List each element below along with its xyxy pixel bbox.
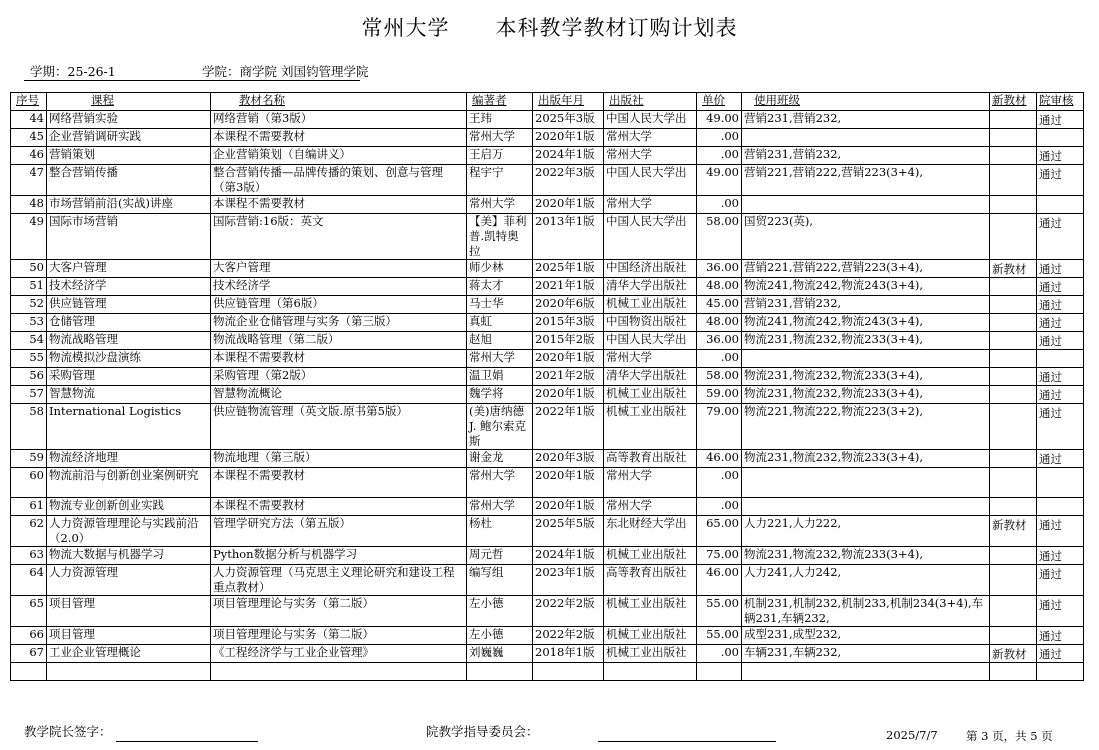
review-cell — [1037, 468, 1084, 498]
course-cell: 企业营销调研实践 — [47, 129, 211, 147]
author-cell: 王玮 — [467, 111, 533, 129]
review-cell: 通过 — [1037, 260, 1084, 278]
course-cell: 物流大数据与机器学习 — [47, 547, 211, 565]
table-row — [11, 278, 1084, 296]
new-book-cell — [990, 547, 1037, 565]
col-header-publisher: 出版社 — [604, 93, 697, 111]
course-cell: 大客户管理 — [47, 260, 211, 278]
course-cell: 工业企业管理概论 — [47, 645, 211, 663]
classes-cell — [742, 498, 990, 516]
row-no: 66 — [11, 627, 47, 645]
review-cell: 通过 — [1037, 368, 1084, 386]
review-cell: 通过 — [1037, 547, 1084, 565]
classes-cell: 车辆231,车辆232, — [742, 645, 990, 663]
price-cell: .00 — [697, 498, 742, 516]
review-cell: 通过 — [1037, 404, 1084, 450]
price-cell: 46.00 — [697, 565, 742, 596]
course-cell: 网络营销实验 — [47, 111, 211, 129]
price-cell: .00 — [697, 468, 742, 498]
publisher-cell: 常州大学 — [604, 498, 697, 516]
col-header-author: 编著者 — [467, 93, 533, 111]
classes-cell: 国贸223(英), — [742, 214, 990, 260]
book-cell: 整合营销传播—品牌传播的策划、创意与管理（第3版） — [211, 165, 467, 196]
price-cell: 65.00 — [697, 516, 742, 547]
col-header-review: 院审核 — [1037, 93, 1084, 111]
classes-cell: 物流221,物流222,物流223(3+2), — [742, 404, 990, 450]
author-cell: 温卫娟 — [467, 368, 533, 386]
date-cell: 2020年1版 — [533, 196, 604, 214]
new-book-cell — [990, 111, 1037, 129]
row-no: 61 — [11, 498, 47, 516]
book-cell: 智慧物流概论 — [211, 386, 467, 404]
publisher-cell: 常州大学 — [604, 147, 697, 165]
book-cell: Python数据分析与机器学习 — [211, 547, 467, 565]
price-cell: 58.00 — [697, 368, 742, 386]
date-cell: 2021年2版 — [533, 368, 604, 386]
price-cell: .00 — [697, 645, 742, 663]
classes-cell: 物流231,物流232,物流233(3+4), — [742, 547, 990, 565]
date-cell: 2020年1版 — [533, 386, 604, 404]
classes-cell: 机制231,机制232,机制233,机制234(3+4),车辆231,车辆232, — [742, 596, 990, 627]
book-cell: 项目管理理论与实务（第二版） — [211, 627, 467, 645]
table-row — [11, 129, 1084, 147]
row-no: 50 — [11, 260, 47, 278]
new-book-cell — [990, 214, 1037, 260]
price-cell: .00 — [697, 196, 742, 214]
book-cell: 大客户管理 — [211, 260, 467, 278]
author-cell: 常州大学 — [467, 129, 533, 147]
table-row — [11, 498, 1084, 516]
publisher-cell: 高等教育出版社 — [604, 450, 697, 468]
empty-cell — [990, 663, 1037, 681]
date-cell: 2022年3版 — [533, 165, 604, 196]
price-cell: 48.00 — [697, 314, 742, 332]
book-cell: 物流战略管理（第二版） — [211, 332, 467, 350]
course-cell: 物流经济地理 — [47, 450, 211, 468]
date-cell: 2020年3版 — [533, 450, 604, 468]
author-cell: 常州大学 — [467, 196, 533, 214]
course-cell: 整合营销传播 — [47, 165, 211, 196]
course-cell: 人力资源管理 — [47, 565, 211, 596]
row-no: 63 — [11, 547, 47, 565]
table-row — [11, 627, 1084, 645]
row-no: 47 — [11, 165, 47, 196]
author-cell: 常州大学 — [467, 350, 533, 368]
price-cell: 49.00 — [697, 111, 742, 129]
committee-signature-line — [598, 741, 776, 742]
new-book-cell — [990, 129, 1037, 147]
classes-cell: 营销221,营销222,营销223(3+4), — [742, 165, 990, 196]
review-cell: 通过 — [1037, 214, 1084, 260]
page-title — [0, 12, 1099, 42]
table-row — [11, 214, 1084, 260]
col-header-course: 课程 — [47, 93, 211, 111]
date-cell: 2020年6版 — [533, 296, 604, 314]
review-cell: 通过 — [1037, 450, 1084, 468]
col-header-classes: 使用班级 — [742, 93, 990, 111]
new-book-cell — [990, 386, 1037, 404]
new-book-cell — [990, 468, 1037, 498]
dean-signature-label: 教学院长签字： — [24, 724, 112, 739]
review-cell — [1037, 498, 1084, 516]
author-cell: 蒋太才 — [467, 278, 533, 296]
review-cell: 通过 — [1037, 627, 1084, 645]
price-cell: 55.00 — [697, 596, 742, 627]
empty-cell — [1037, 663, 1084, 681]
publisher-cell: 东北财经大学出 — [604, 516, 697, 547]
author-cell: 刘巍巍 — [467, 645, 533, 663]
table-row — [11, 260, 1084, 278]
price-cell: 55.00 — [697, 627, 742, 645]
classes-cell: 物流241,物流242,物流243(3+4), — [742, 278, 990, 296]
date-cell: 2020年1版 — [533, 350, 604, 368]
empty-cell — [742, 663, 990, 681]
new-book-cell — [990, 565, 1037, 596]
col-header-new: 新教材 — [990, 93, 1037, 111]
classes-cell: 成型231,成型232, — [742, 627, 990, 645]
author-cell: 左小德 — [467, 596, 533, 627]
col-header-date: 出版年月 — [533, 93, 604, 111]
publisher-cell: 中国人民大学出 — [604, 165, 697, 196]
date-cell: 2020年1版 — [533, 468, 604, 498]
price-cell: 36.00 — [697, 332, 742, 350]
classes-cell: 营销231,营销232, — [742, 147, 990, 165]
author-cell: 周元哲 — [467, 547, 533, 565]
price-cell: 36.00 — [697, 260, 742, 278]
new-book-cell — [990, 498, 1037, 516]
publisher-cell: 常州大学 — [604, 129, 697, 147]
classes-cell — [742, 196, 990, 214]
empty-cell — [211, 663, 467, 681]
date-cell: 2022年2版 — [533, 627, 604, 645]
table-row — [11, 147, 1084, 165]
table-row — [11, 332, 1084, 350]
author-cell: 常州大学 — [467, 468, 533, 498]
new-book-cell — [990, 450, 1037, 468]
price-cell: 46.00 — [697, 450, 742, 468]
review-cell: 通过 — [1037, 278, 1084, 296]
committee-label: 院教学指导委员会： — [426, 724, 539, 739]
course-cell: 物流模拟沙盘演练 — [47, 350, 211, 368]
publisher-cell: 中国人民大学出 — [604, 214, 697, 260]
table-header-row — [11, 93, 1084, 111]
date-cell: 2020年1版 — [533, 129, 604, 147]
new-book-cell — [990, 350, 1037, 368]
date-cell: 2024年1版 — [533, 147, 604, 165]
review-cell: 通过 — [1037, 645, 1084, 663]
review-cell: 通过 — [1037, 147, 1084, 165]
row-no: 60 — [11, 468, 47, 498]
empty-cell — [604, 663, 697, 681]
date-cell: 2020年1版 — [533, 498, 604, 516]
classes-cell: 物流231,物流232,物流233(3+4), — [742, 332, 990, 350]
author-cell: 左小德 — [467, 627, 533, 645]
classes-cell — [742, 129, 990, 147]
course-cell: 人力资源管理理论与实践前沿（2.0） — [47, 516, 211, 547]
page-indicator: 第 3 页，共 5 页 — [966, 729, 1053, 743]
row-no: 54 — [11, 332, 47, 350]
new-book-cell — [990, 404, 1037, 450]
col-header-no: 序号 — [11, 93, 47, 111]
price-cell: 48.00 — [697, 278, 742, 296]
date-cell: 2013年1版 — [533, 214, 604, 260]
date-cell: 2018年1版 — [533, 645, 604, 663]
table-row — [11, 645, 1084, 663]
term-label: 学期：25-26-1 — [30, 64, 116, 79]
author-cell: 真虹 — [467, 314, 533, 332]
book-cell: 技术经济学 — [211, 278, 467, 296]
college-label: 学院：商学院 刘国钧管理学院 — [202, 64, 369, 79]
review-cell — [1037, 196, 1084, 214]
author-cell: 师少林 — [467, 260, 533, 278]
classes-cell: 物流241,物流242,物流243(3+4), — [742, 314, 990, 332]
author-cell: 谢金龙 — [467, 450, 533, 468]
book-cell: 管理学研究方法（第五版） — [211, 516, 467, 547]
author-cell: 常州大学 — [467, 498, 533, 516]
publisher-cell: 机械工业出版社 — [604, 596, 697, 627]
course-cell: 技术经济学 — [47, 278, 211, 296]
classes-cell: 物流231,物流232,物流233(3+4), — [742, 450, 990, 468]
row-no: 52 — [11, 296, 47, 314]
table-row — [11, 350, 1084, 368]
date-cell: 2025年5版 — [533, 516, 604, 547]
table-row — [11, 111, 1084, 129]
row-no: 59 — [11, 450, 47, 468]
course-cell: 项目管理 — [47, 596, 211, 627]
empty-cell — [533, 663, 604, 681]
classes-cell: 物流231,物流232,物流233(3+4), — [742, 368, 990, 386]
publisher-cell: 中国人民大学出 — [604, 332, 697, 350]
book-cell: 本课程不需要教材 — [211, 350, 467, 368]
publisher-cell: 常州大学 — [604, 350, 697, 368]
book-cell: 项目管理理论与实务（第二版） — [211, 596, 467, 627]
new-book-cell — [990, 165, 1037, 196]
review-cell: 通过 — [1037, 296, 1084, 314]
date-cell: 2015年2版 — [533, 332, 604, 350]
course-cell: 仓储管理 — [47, 314, 211, 332]
new-book-cell — [990, 627, 1037, 645]
book-cell: 物流企业仓储管理与实务（第三版） — [211, 314, 467, 332]
form-title: 本科教学教材订购计划表 — [495, 16, 738, 40]
new-book-cell — [990, 196, 1037, 214]
table-row — [11, 296, 1084, 314]
book-cell: 供应链管理（第6版） — [211, 296, 467, 314]
table-row — [11, 516, 1084, 547]
price-cell: .00 — [697, 129, 742, 147]
date-cell: 2024年1版 — [533, 547, 604, 565]
classes-cell — [742, 350, 990, 368]
author-cell: 编写组 — [467, 565, 533, 596]
course-cell: 营销策划 — [47, 147, 211, 165]
publisher-cell: 清华大学出版社 — [604, 368, 697, 386]
book-cell: 本课程不需要教材 — [211, 196, 467, 214]
row-no: 46 — [11, 147, 47, 165]
book-cell: 企业营销策划（自编讲义） — [211, 147, 467, 165]
publisher-cell: 高等教育出版社 — [604, 565, 697, 596]
course-cell: 智慧物流 — [47, 386, 211, 404]
table-row-empty — [11, 663, 1084, 681]
date-cell: 2021年1版 — [533, 278, 604, 296]
table-row — [11, 565, 1084, 596]
review-cell: 通过 — [1037, 314, 1084, 332]
table-row — [11, 368, 1084, 386]
review-cell: 通过 — [1037, 111, 1084, 129]
book-cell: 国际营销:16版：英文 — [211, 214, 467, 260]
review-cell: 通过 — [1037, 596, 1084, 627]
new-book-cell: 新教材 — [990, 516, 1037, 547]
row-no: 48 — [11, 196, 47, 214]
publisher-cell: 清华大学出版社 — [604, 278, 697, 296]
price-cell: .00 — [697, 147, 742, 165]
row-no: 57 — [11, 386, 47, 404]
book-cell: 物流地理（第三版） — [211, 450, 467, 468]
course-cell: 国际市场营销 — [47, 214, 211, 260]
empty-cell — [467, 663, 533, 681]
row-no: 45 — [11, 129, 47, 147]
publisher-cell: 中国人民大学出 — [604, 111, 697, 129]
new-book-cell — [990, 147, 1037, 165]
author-cell: 马士华 — [467, 296, 533, 314]
review-cell: 通过 — [1037, 165, 1084, 196]
price-cell: 45.00 — [697, 296, 742, 314]
row-no: 65 — [11, 596, 47, 627]
row-no: 53 — [11, 314, 47, 332]
classes-cell: 营销231,营销232, — [742, 111, 990, 129]
publisher-cell: 机械工业出版社 — [604, 645, 697, 663]
course-cell: 物流专业创新创业实践 — [47, 498, 211, 516]
new-book-cell — [990, 296, 1037, 314]
date-cell: 2025年1版 — [533, 260, 604, 278]
book-cell: 本课程不需要教材 — [211, 498, 467, 516]
row-no: 51 — [11, 278, 47, 296]
review-cell: 通过 — [1037, 565, 1084, 596]
book-cell: 人力资源管理（马克思主义理论研究和建设工程重点教材） — [211, 565, 467, 596]
book-cell: 网络营销（第3版） — [211, 111, 467, 129]
textbook-table — [10, 92, 1084, 681]
price-cell: 79.00 — [697, 404, 742, 450]
date-cell: 2022年2版 — [533, 596, 604, 627]
course-cell: 市场营销前沿(实战)讲座 — [47, 196, 211, 214]
price-cell: 58.00 — [697, 214, 742, 260]
classes-cell: 人力221,人力222, — [742, 516, 990, 547]
new-book-cell: 新教材 — [990, 645, 1037, 663]
classes-cell — [742, 468, 990, 498]
review-cell — [1037, 129, 1084, 147]
table-row — [11, 450, 1084, 468]
row-no: 44 — [11, 111, 47, 129]
publisher-cell: 机械工业出版社 — [604, 547, 697, 565]
row-no: 62 — [11, 516, 47, 547]
author-cell: 赵旭 — [467, 332, 533, 350]
table-row — [11, 547, 1084, 565]
date-cell: 2022年1版 — [533, 404, 604, 450]
row-no: 67 — [11, 645, 47, 663]
table-row — [11, 468, 1084, 498]
author-cell: 程宇宁 — [467, 165, 533, 196]
publisher-cell: 常州大学 — [604, 196, 697, 214]
date-cell: 2023年1版 — [533, 565, 604, 596]
classes-cell: 营销231,营销232, — [742, 296, 990, 314]
empty-cell — [697, 663, 742, 681]
author-cell: 魏学将 — [467, 386, 533, 404]
row-no: 55 — [11, 350, 47, 368]
classes-cell: 人力241,人力242, — [742, 565, 990, 596]
row-no: 64 — [11, 565, 47, 596]
row-no: 58 — [11, 404, 47, 450]
col-header-price: 单价 — [697, 93, 742, 111]
new-book-cell — [990, 368, 1037, 386]
book-cell: 供应链物流管理（英文版.原书第5版） — [211, 404, 467, 450]
price-cell: 49.00 — [697, 165, 742, 196]
university-name: 常州大学 — [361, 16, 450, 40]
table-row — [11, 314, 1084, 332]
new-book-cell — [990, 278, 1037, 296]
publisher-cell: 机械工业出版社 — [604, 386, 697, 404]
review-cell: 通过 — [1037, 332, 1084, 350]
book-cell: 本课程不需要教材 — [211, 468, 467, 498]
table-row — [11, 196, 1084, 214]
book-cell: 采购管理（第2版） — [211, 368, 467, 386]
publisher-cell: 机械工业出版社 — [604, 296, 697, 314]
price-cell: 75.00 — [697, 547, 742, 565]
publisher-cell: 中国经济出版社 — [604, 260, 697, 278]
row-no: 56 — [11, 368, 47, 386]
course-cell: International Logistics — [47, 404, 211, 450]
empty-cell — [11, 663, 47, 681]
review-cell: 通过 — [1037, 386, 1084, 404]
author-cell: 【美】菲利普.凯特奥拉 — [467, 214, 533, 260]
date-cell: 2015年3版 — [533, 314, 604, 332]
header-underline — [24, 80, 360, 81]
price-cell: .00 — [697, 350, 742, 368]
classes-cell: 物流231,物流232,物流233(3+4), — [742, 386, 990, 404]
print-date: 2025/7/7 — [886, 728, 938, 742]
table-row — [11, 386, 1084, 404]
book-cell: 本课程不需要教材 — [211, 129, 467, 147]
author-cell: 杨杜 — [467, 516, 533, 547]
new-book-cell — [990, 596, 1037, 627]
new-book-cell — [990, 314, 1037, 332]
course-cell: 采购管理 — [47, 368, 211, 386]
course-cell: 供应链管理 — [47, 296, 211, 314]
row-no: 49 — [11, 214, 47, 260]
publisher-cell: 机械工业出版社 — [604, 404, 697, 450]
course-cell: 物流前沿与创新创业案例研究 — [47, 468, 211, 498]
publisher-cell: 机械工业出版社 — [604, 627, 697, 645]
review-cell — [1037, 350, 1084, 368]
table-row — [11, 404, 1084, 450]
publisher-cell: 常州大学 — [604, 468, 697, 498]
publisher-cell: 中国物资出版社 — [604, 314, 697, 332]
author-cell: (美)唐纳德 J. 鲍尔索克斯 — [467, 404, 533, 450]
date-cell: 2025年3版 — [533, 111, 604, 129]
col-header-book: 教材名称 — [211, 93, 467, 111]
new-book-cell: 新教材 — [990, 260, 1037, 278]
new-book-cell — [990, 332, 1037, 350]
classes-cell: 营销221,营销222,营销223(3+4), — [742, 260, 990, 278]
price-cell: 59.00 — [697, 386, 742, 404]
book-cell: 《工程经济学与工业企业管理》 — [211, 645, 467, 663]
author-cell: 王启万 — [467, 147, 533, 165]
review-cell: 通过 — [1037, 516, 1084, 547]
course-cell: 物流战略管理 — [47, 332, 211, 350]
course-cell: 项目管理 — [47, 627, 211, 645]
empty-cell — [47, 663, 211, 681]
table-row — [11, 165, 1084, 196]
dean-signature-line — [116, 741, 258, 742]
table-row — [11, 596, 1084, 627]
